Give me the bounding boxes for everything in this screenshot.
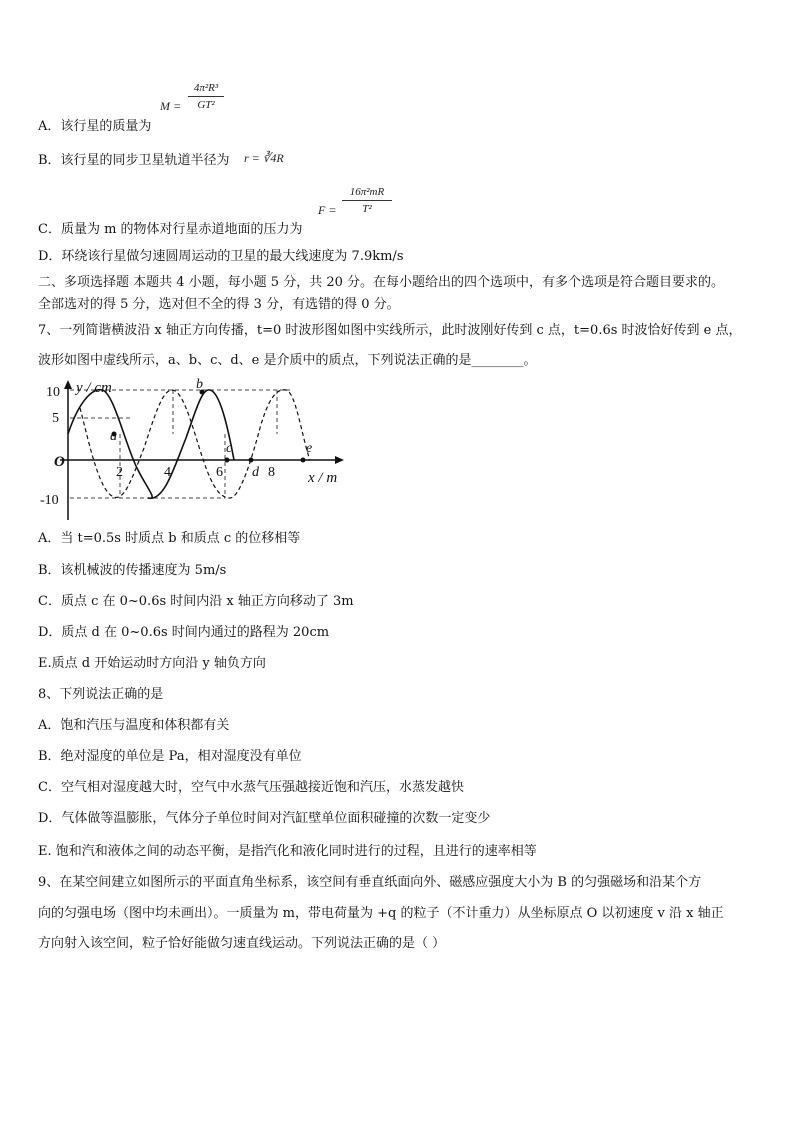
label-x-axis: x / m — [308, 470, 338, 486]
label-point-e: e — [306, 441, 313, 456]
formula-a-lhs: M = — [160, 99, 182, 113]
label-point-d: d — [252, 465, 259, 480]
q8-option-a: A．饱和汽压与温度和体积都有关 — [38, 718, 230, 733]
label-origin: O — [54, 454, 65, 470]
q8-option-d: D．气体做等温膨胀，气体分子单位时间对汽缸壁单位面积碰撞的次数一定变少 — [38, 811, 491, 826]
tick-y-neg10: -10 — [40, 493, 59, 508]
q6-option-a — [38, 118, 151, 136]
q6-option-b-text: B．该行星的同步卫星轨道半径为 — [38, 153, 230, 168]
q9-stem-line2: 向的匀强电场（图中均未画出）。一质量为 m，带电荷量为 +q 的粒子（不计重力）从坐标原点 O 以初速度 v 沿 x 轴正 — [38, 906, 724, 921]
q9-stem-line3: 方向射入该空间，粒子恰好能做匀速直线运动。下列说法正确的是（ ） — [38, 936, 446, 951]
q7-option-e: E.质点 d 开始运动时方向沿 y 轴负方向 — [38, 656, 266, 671]
formula-a-denominator: GT² — [197, 99, 215, 111]
q6-option-c-text: C．质量为 m 的物体对行星赤道地面的压力为 — [38, 222, 303, 237]
section2-line2: 全部选对的得 5 分，选对但不全的得 3 分，有选错的得 0 分。 — [38, 297, 400, 312]
formula-c-fraction — [342, 186, 392, 215]
q7-stem-line2: 波形如图中虚线所示，a、b、c、d、e 是介质中的质点，下列说法正确的是________。 — [38, 353, 537, 368]
label-y-axis: y / cm — [76, 380, 112, 396]
q6-option-a-text: A．该行星的质量为 — [38, 119, 152, 134]
wave-graph — [40, 378, 370, 520]
q8-stem: 8、下列说法正确的是 — [38, 687, 164, 702]
tick-x-2: 2 — [116, 465, 123, 480]
tick-y-10: 10 — [46, 385, 60, 400]
point-c — [225, 458, 230, 463]
formula-c-numerator: 16π²mR — [349, 186, 385, 198]
tick-x-6: 6 — [216, 465, 223, 480]
q7-option-a: A．当 t=0.5s 时质点 b 和质点 c 的位移相等 — [38, 531, 301, 546]
q6-option-d-text: D．环绕该行星做匀速圆周运动的卫星的最大线速度为 7.9km/s — [38, 249, 404, 264]
q7-option-d: D．质点 d 在 0~0.6s 时间内通过的路程为 20cm — [38, 625, 330, 640]
section2-line1: 二、多项选择题 本题共 4 小题，每小题 5 分，共 20 分。在每小题给出的四个选项中，有多个选项是符合题目要求的。 — [38, 275, 725, 290]
point-e — [301, 458, 306, 463]
label-point-b: b — [196, 378, 203, 392]
q8-option-e: E. 饱和汽和液体之间的动态平衡，是指汽化和液化同时进行的过程，且进行的速率相等 — [38, 844, 537, 859]
formula-a-fraction — [188, 82, 224, 111]
tick-x-8: 8 — [268, 465, 275, 480]
q9-stem-line1: 9、在某空间建立如图所示的平面直角坐标系，该空间有垂直纸面向外、磁感应强度大小为 B 的匀强磁场和沿某个方 — [38, 875, 702, 890]
q7-option-b: B．该机械波的传播速度为 5m/s — [38, 563, 227, 578]
tick-x-4: 4 — [164, 465, 171, 480]
formula-c-denominator: T² — [362, 203, 372, 215]
q6-option-c — [38, 221, 303, 239]
formula-b: r = ∛4R — [244, 151, 284, 165]
formula-c-lhs: F = — [318, 203, 337, 217]
formula-a-numerator: 4π²R³ — [193, 82, 219, 94]
point-d — [249, 458, 254, 463]
label-point-c: c — [226, 441, 233, 456]
q7-option-c: C．质点 c 在 0~0.6s 时间内沿 x 轴正方向移动了 3m — [38, 594, 354, 609]
wave-solid — [68, 390, 234, 499]
label-point-a: a — [110, 429, 117, 444]
q6-option-b — [38, 152, 230, 170]
q6-option-d — [38, 248, 404, 266]
tick-y-5: 5 — [52, 411, 59, 426]
q8-option-c: C．空气相对湿度越大时，空气中水蒸气压强越接近饱和汽压，水蒸发越快 — [38, 780, 464, 795]
q7-stem-line1: 7、一列简谐横波沿 x 轴正方向传播，t=0 时波形图如图中实线所示，此时波刚好传到 c 点，t=0.6s 时波恰好传到 e 点， — [38, 323, 742, 338]
q8-option-b: B．绝对湿度的单位是 Pa，相对湿度没有单位 — [38, 749, 302, 764]
